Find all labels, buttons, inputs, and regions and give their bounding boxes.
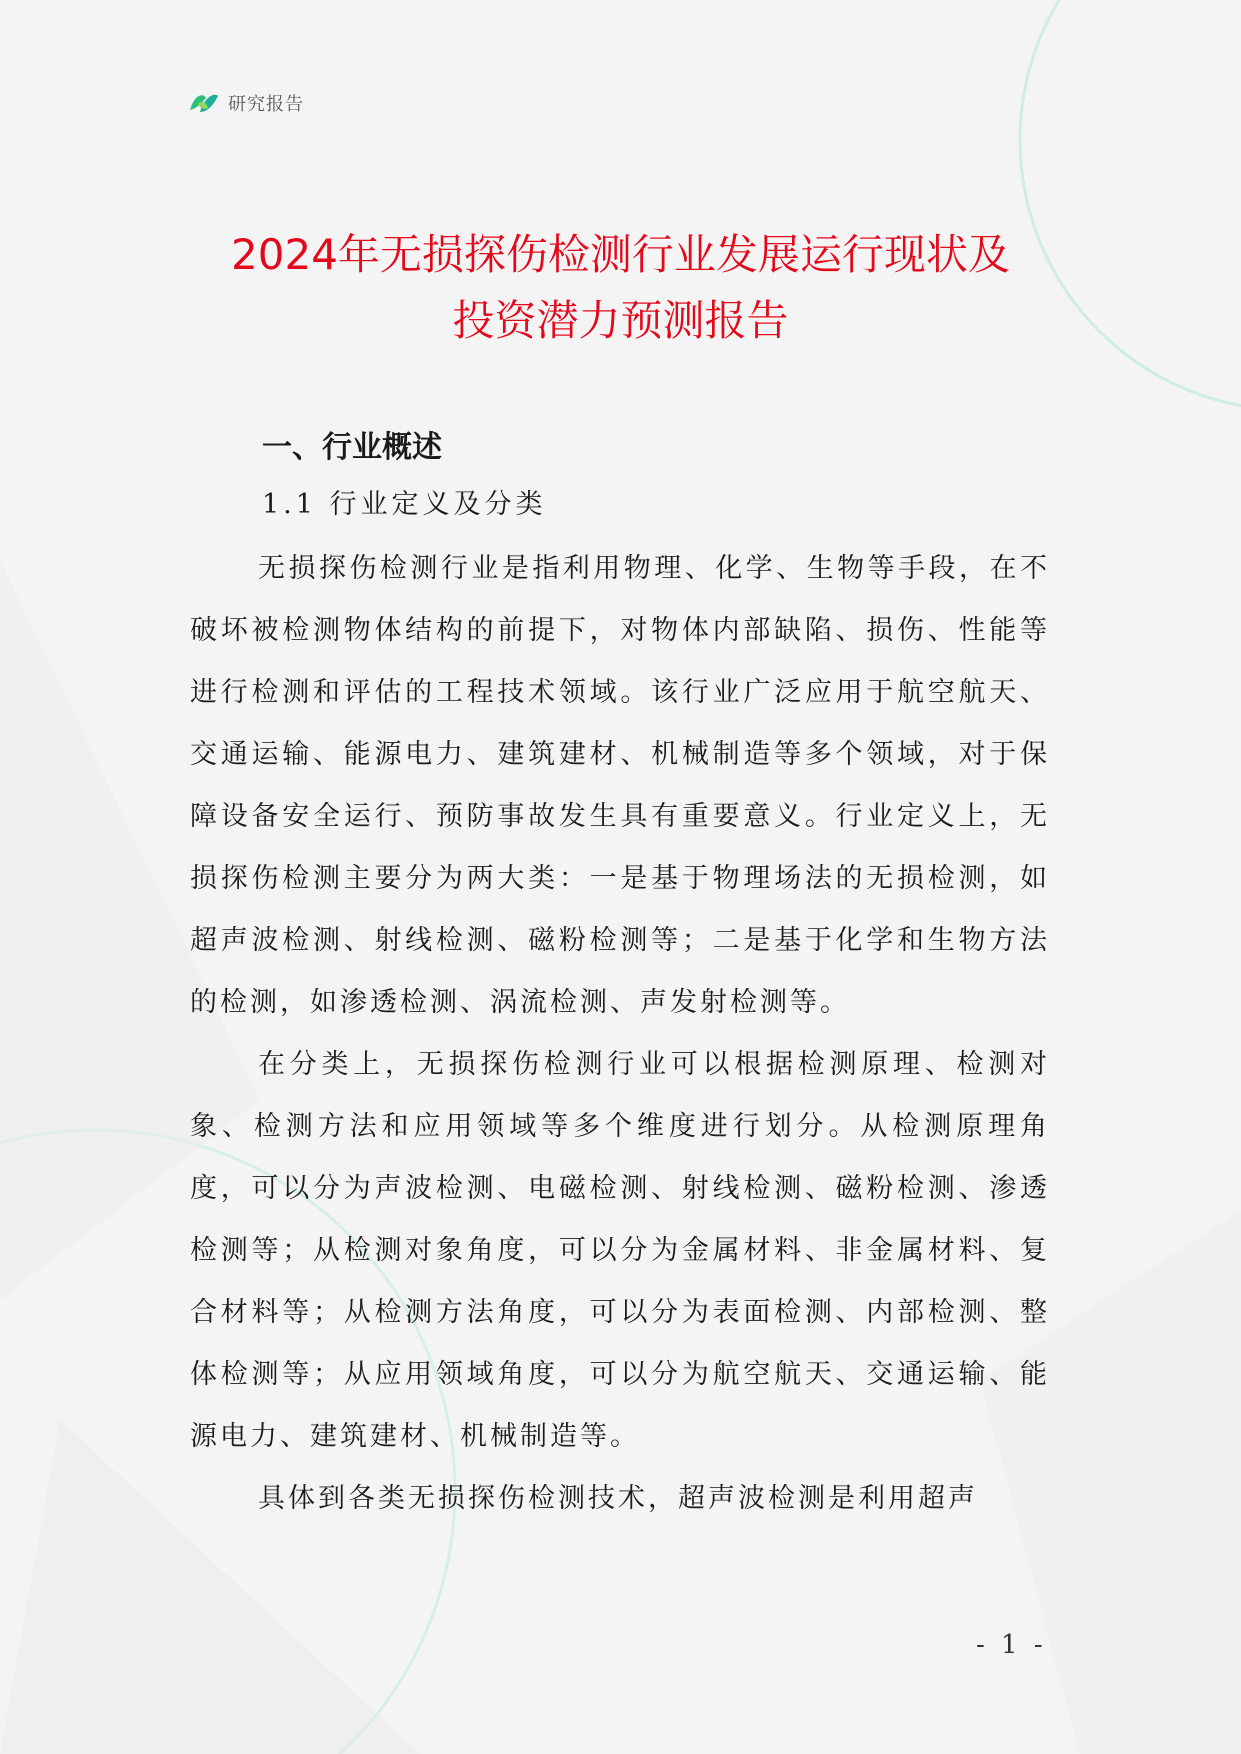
report-title	[150, 222, 1091, 354]
title-line-2: 投资潜力预测报告	[452, 296, 789, 345]
paragraph-definition: 无损探伤检测行业是指利用物理、化学、生物等手段，在不破坏被检测物体结构的前提下，对物体内部缺陷、损伤、性能等进行检测和评估的工程技术领域。该行业广泛应用于航空航天、交通运输、能源电力、建筑建材、机械制造等多个领域，对于保障设备安全运行、预防事故发生具有重要意义。行业定义上，无损探伤检测主要分为两大类：一是基于物理场法的无损检测，如超声波检测、射线检测、磁粉检测等；二是基于化学和生物方法的检测，如渗透检测、涡流检测、声发射检测等。	[190, 553, 1050, 1018]
subsection-heading: 1.1 行业定义及分类	[262, 489, 547, 520]
paragraph-techniques: 具体到各类无损探伤检测技术，超声波检测是利用超声	[258, 1483, 978, 1514]
report-header	[188, 90, 304, 116]
paragraph-classification: 在分类上，无损探伤检测行业可以根据检测原理、检测对象、检测方法和应用领域等多个维度进行划分。从检测原理角度，可以分为声波检测、电磁检测、射线检测、磁粉检测、渗透检测等；从检测对象角度，可以分为金属材料、非金属材料、复合材料等；从检测方法角度，可以分为表面检测、内部检测、整体检测等；从应用领域角度，可以分为航空航天、交通运输、能源电力、建筑建材、机械制造等。	[190, 1049, 1050, 1452]
section-heading: 一、行业概述	[262, 430, 442, 465]
body-text	[190, 538, 1050, 1530]
leaf-logo-icon	[188, 90, 220, 116]
header-label: 研究报告	[228, 94, 304, 115]
page-number: - 1 -	[976, 1630, 1047, 1660]
title-line-1: 2024年无损探伤检测行业发展运行现状及	[231, 230, 1010, 279]
